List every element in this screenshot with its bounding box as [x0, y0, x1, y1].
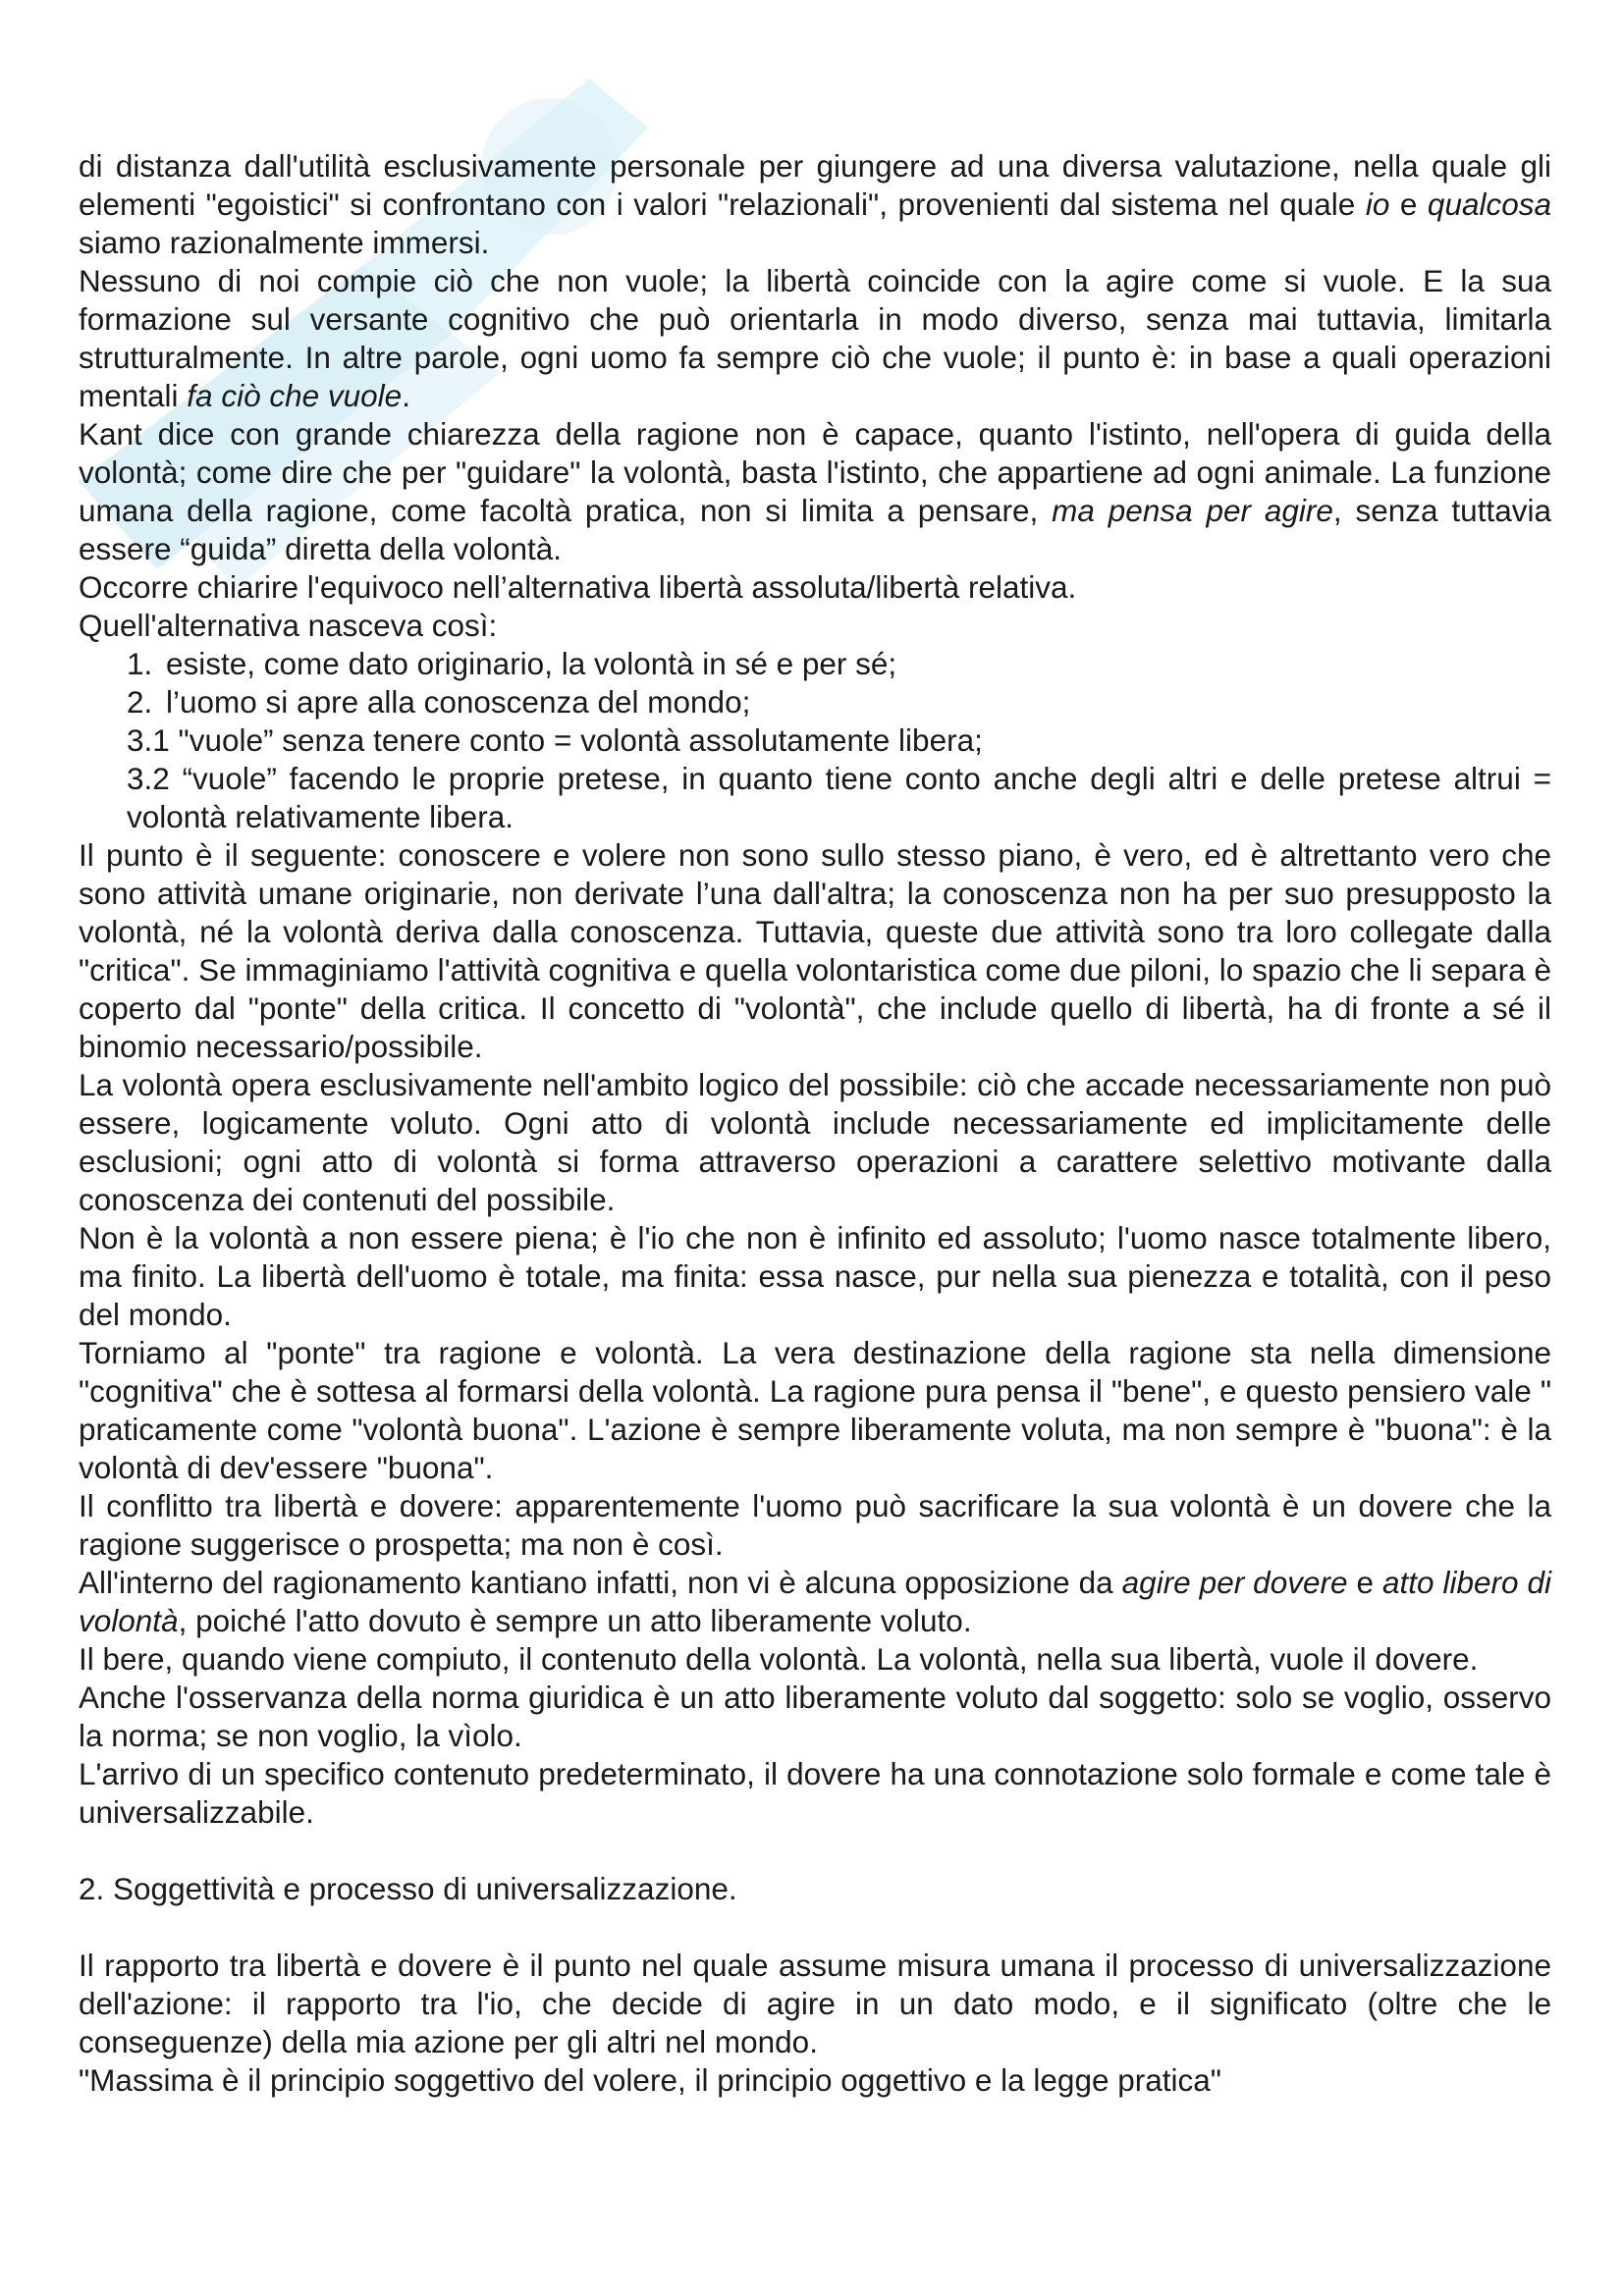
paragraph: Nessuno di noi compie ciò che non vuole; la libertà coincide con la agire come si vuole. E la sua formazione sul versante cognitivo che può orientarla in modo diverso, senza mai tuttavia, limitarla strutturalmente. In altre parole, ogni uomo fa sempre ciò che vuole; il punto è: in base a quali operazioni mentali fa ciò che vuole.: [79, 263, 1551, 413]
paragraph: Il conflitto tra libertà e dovere: apparentemente l'uomo può sacrificare la sua volontà è un dovere che la ragione suggerisce o prospetta; ma non è così.: [79, 1488, 1551, 1562]
list-item: 2. l’uomo si apre alla conoscenza del mondo;: [127, 684, 751, 720]
paragraph: Anche l'osservanza della norma giuridica è un atto liberamente voluto dal soggetto: solo se voglio, osservo la norma; se non voglio, la vìolo.: [79, 1680, 1551, 1753]
paragraph: Torniamo al "ponte" tra ragione e volontà. La vera destinazione della ragione sta nella dimensione "cognitiva" che è sottesa al formarsi della volontà. La ragione pura pensa il "bene", e questo pensiero vale " praticamente come "volontà buona". L'azione è sempre liberamente voluta, ma non sempre è "buona": è la volontà di dev'essere "buona".: [79, 1335, 1551, 1485]
list-item: 1. esiste, come dato originario, la volontà in sé e per sé;: [127, 646, 897, 681]
paragraph: Quell'alternativa nasceva così:: [79, 608, 498, 643]
paragraph: di distanza dall'utilità esclusivamente personale per giungere ad una diversa valutazione, nella quale gli elementi "egoistici" si confrontano con i valori "relazionali", provenienti dal sistema nel quale io e qualcosa siamo razionalmente immersi.: [79, 148, 1552, 260]
paragraph: Occorre chiarire l'equivoco nell’alternativa libertà assoluta/libertà relativa.: [79, 569, 1077, 605]
paragraph: Non è la volontà a non essere piena; è l'io che non è infinito ed assoluto; l'uomo nasce totalmente libero, ma finito. La libertà dell'uomo è totale, ma finita: essa nasce, pur nella sua pienezza e totalità, con il peso del mondo.: [79, 1220, 1551, 1332]
spacer: [79, 1832, 1551, 1870]
list-item: 3.2 “vuole” facendo le proprie pretese, in quanto tiene conto anche degli altri e delle pretese altrui = volontà relativamente libera.: [127, 761, 1551, 834]
paragraph: Kant dice con grande chiarezza della ragione non è capace, quanto l'istinto, nell'opera di guida della volontà; come dire che per "guidare" la volontà, basta l'istinto, che appartiene ad ogni animale. La funzione umana della ragione, come facoltà pratica, non si limita a pensare, ma pensa per agire, senza tuttavia essere “guida” diretta della volontà.: [79, 416, 1551, 566]
numbered-list: [79, 645, 1551, 836]
section-heading: 2. Soggettività e processo di universalizzazione.: [79, 1871, 737, 1906]
paragraph: L'arrivo di un specifico contenuto predeterminato, il dovere ha una connotazione solo formale e come tale è universalizzabile.: [79, 1756, 1551, 1830]
list-item: 3.1 "vuole” senza tenere conto = volontà assolutamente libera;: [127, 722, 983, 758]
spacer: [79, 1908, 1551, 1947]
document-body: [79, 147, 1551, 2100]
paragraph: Il bere, quando viene compiuto, il contenuto della volontà. La volontà, nella sua libertà, vuole il dovere.: [79, 1641, 1479, 1677]
paragraph: "Massima è il principio soggettivo del volere, il principio oggettivo e la legge pratica": [79, 2062, 1221, 2098]
paragraph: Il punto è il seguente: conoscere e volere non sono sullo stesso piano, è vero, ed è altrettanto vero che sono attività umane originarie, non derivate l’una dall'altra; la conoscenza non ha per suo presupposto la volontà, né la volontà deriva dalla conoscenza. Tuttavia, queste due attività sono tra loro collegate dalla "critica". Se immaginiamo l'attività cognitiva e quella volontaristica come due piloni, lo spazio che li separa è coperto dal "ponte" della critica. Il concetto di "volontà", che include quello di libertà, ha di fronte a sé il binomio necessario/possibile.: [79, 837, 1551, 1064]
paragraph: Il rapporto tra libertà e dovere è il punto nel quale assume misura umana il processo di universalizzazione dell'azione: il rapporto tra l'io, che decide di agire in un dato modo, e il significato (oltre che le conseguenze) della mia azione per gli altri nel mondo.: [79, 1948, 1551, 2059]
paragraph: All'interno del ragionamento kantiano infatti, non vi è alcuna opposizione da agire per dovere e atto libero di volontà, poiché l'atto dovuto è sempre un atto liberamente voluto.: [79, 1565, 1552, 1638]
paragraph: La volontà opera esclusivamente nell'ambito logico del possibile: ciò che accade necessariamente non può essere, logicamente voluto. Ogni atto di volontà include necessariamente ed implicitamente delle esclusioni; ogni atto di volontà si forma attraverso operazioni a carattere selettivo motivante dalla conoscenza dei contenuti del possibile.: [79, 1067, 1551, 1217]
